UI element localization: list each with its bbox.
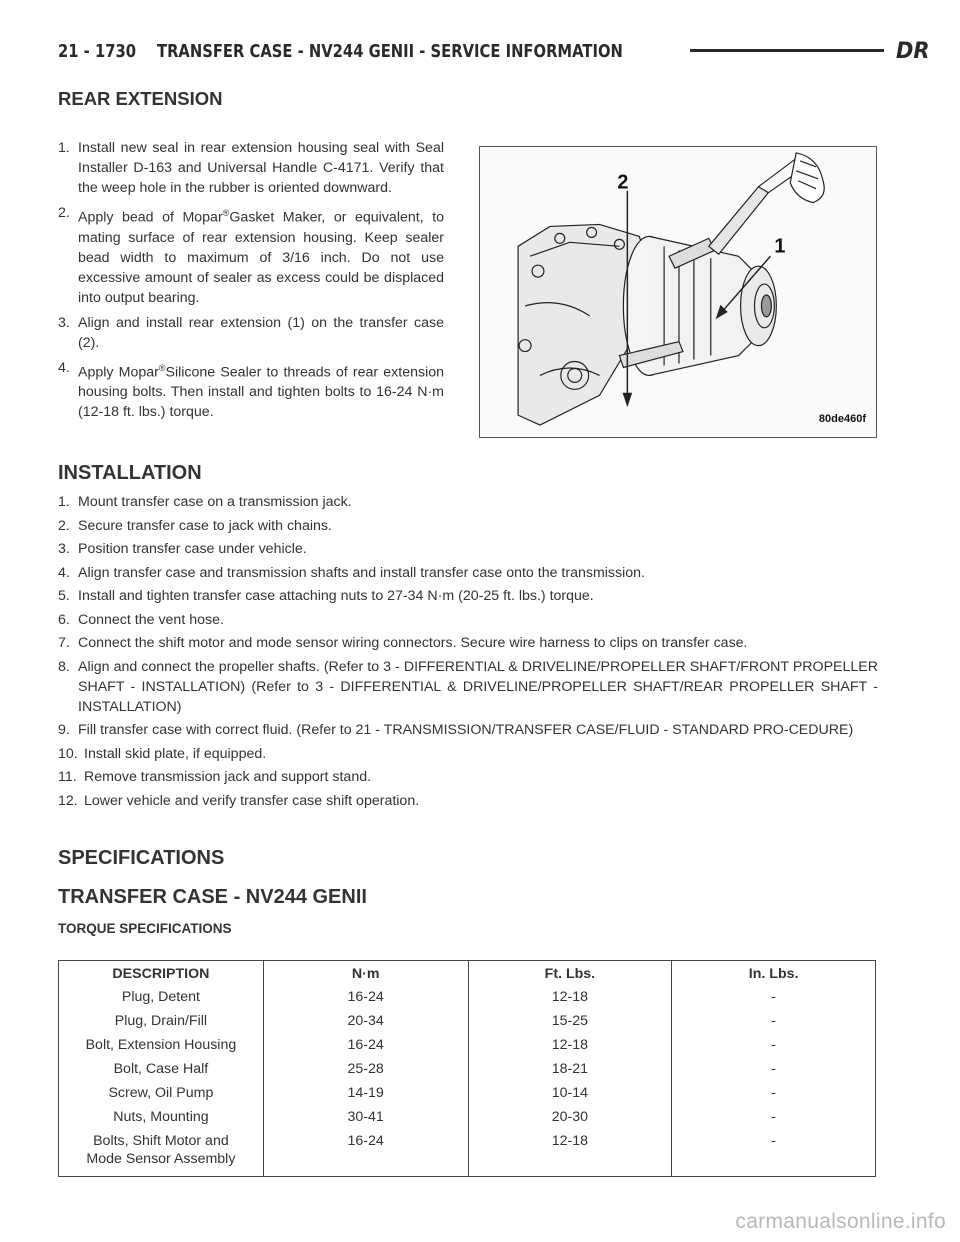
list-item: 5. Install and tighten transfer case attaching nuts to 27-34 N·m (20-25 ft. lbs.) torque. [58, 588, 594, 604]
list-item: 6. Connect the vent hose. [58, 611, 224, 628]
list-item: 3. Align and install rear extension (1) on the transfer case (2). [58, 314, 444, 351]
col-header-ftlbs: Ft. Lbs. [468, 961, 672, 985]
list-item: 1. Install new seal in rear extension housing seal with Seal Installer D-163 and Universal Handle C-4171. Verify that the weep hole in the rubber is oriented downward. [58, 140, 444, 196]
transfer-case-subheading: TRANSFER CASE - NV244 GENII [58, 886, 367, 908]
list-item: 9. Fill transfer case with correct fluid. (Refer to 21 - TRANSMISSION/TRANSFER CASE/FLUID - STANDARD PRO-CEDURE) [58, 722, 854, 738]
callout-2: 2 [617, 171, 629, 194]
list-item: 2. Secure transfer case to jack with chains. [58, 517, 332, 534]
page-header [58, 38, 930, 64]
watermark: carmanualsonline.info [735, 1210, 946, 1233]
table-row: Bolt, Case Half 25-28 18-21 - [59, 1057, 876, 1081]
table-row: Nuts, Mounting 30-41 20-30 - [59, 1105, 876, 1129]
callout-1: 1 [774, 235, 786, 258]
figure-code: 80de460f [818, 413, 866, 425]
list-item: 3. Position transfer case under vehicle. [58, 541, 307, 557]
list-item: 11. Remove transmission jack and support stand. [58, 769, 372, 785]
torque-specs-table [58, 960, 876, 1177]
list-item: 7. Connect the shift motor and mode sensor wiring connectors. Secure wire harness to clips on transfer case. [58, 635, 748, 651]
list-item: 1. Mount transfer case on a transmission jack. [58, 494, 352, 510]
list-item: 4. Align transfer case and transmission shafts and install transfer case onto the transmission. [58, 564, 645, 581]
rear-extension-illustration [479, 146, 877, 438]
specifications-heading: SPECIFICATIONS [58, 847, 225, 869]
list-item: 12. Lower vehicle and verify transfer case shift operation. [58, 792, 420, 809]
table-row: Plug, Drain/Fill 20-34 15-25 - [59, 1009, 876, 1033]
col-header-description: DESCRIPTION [59, 961, 264, 985]
rear-extension-heading: REAR EXTENSION [58, 88, 223, 109]
registered-mark: ® [222, 208, 230, 218]
list-item: 8. Align and connect the propeller shafts. (Refer to 3 - DIFFERENTIAL & DRIVELINE/PROPELLER SHAFT/FRONT PROPELLER SHAFT - INSTALLATION) (Refer to 3 - DIFFERENTIAL & DRIVELINE/PROPELLER SHAFT/REAR PROPELLER SHAFT - INSTALLATION) [58, 658, 878, 715]
table-row: Screw, Oil Pump 14-19 10-14 - [59, 1081, 876, 1105]
rear-extension-steps [58, 138, 444, 427]
list-item: 10. Install skid plate, if equipped. [58, 745, 267, 762]
header-rule [690, 49, 884, 52]
installation-heading: INSTALLATION [58, 462, 202, 484]
dr-logo: DR [896, 39, 930, 64]
col-header-nm: N·m [263, 961, 468, 985]
installation-steps [58, 492, 878, 814]
table-row: Plug, Detent 16-24 12-18 - [59, 985, 876, 1009]
registered-mark: ® [158, 362, 166, 373]
table-row: Bolts, Shift Motor and Mode Sensor Assembly 16-24 12-18 - [59, 1129, 876, 1177]
table-row: Bolt, Extension Housing 16-24 12-18 - [59, 1033, 876, 1057]
table-header-row [59, 961, 876, 985]
list-item: 4. Apply Mopar®Silicone Sealer to threads of rear extension housing bolts. Then install and tighten bolts to 16-24 N·m (12-18 ft. lbs.) torque. [58, 359, 444, 421]
page-number: 21 - 1730 [58, 40, 137, 62]
torque-specs-title: TORQUE SPECIFICATIONS [58, 921, 232, 936]
col-header-inlbs: In. Lbs. [672, 961, 876, 985]
header-title: TRANSFER CASE - NV244 GENII - SERVICE INFORMATION [157, 40, 623, 62]
list-item: 2. Apply bead of Mopar®Gasket Maker, or equivalent, to mating surface of rear extension housing. Keep sealer bead width to maximum of 3/16 inch. Do not use excessive amount of sealer as excess could be displaced into output bearing. [58, 205, 444, 306]
transfer-case-drawing [480, 147, 876, 437]
